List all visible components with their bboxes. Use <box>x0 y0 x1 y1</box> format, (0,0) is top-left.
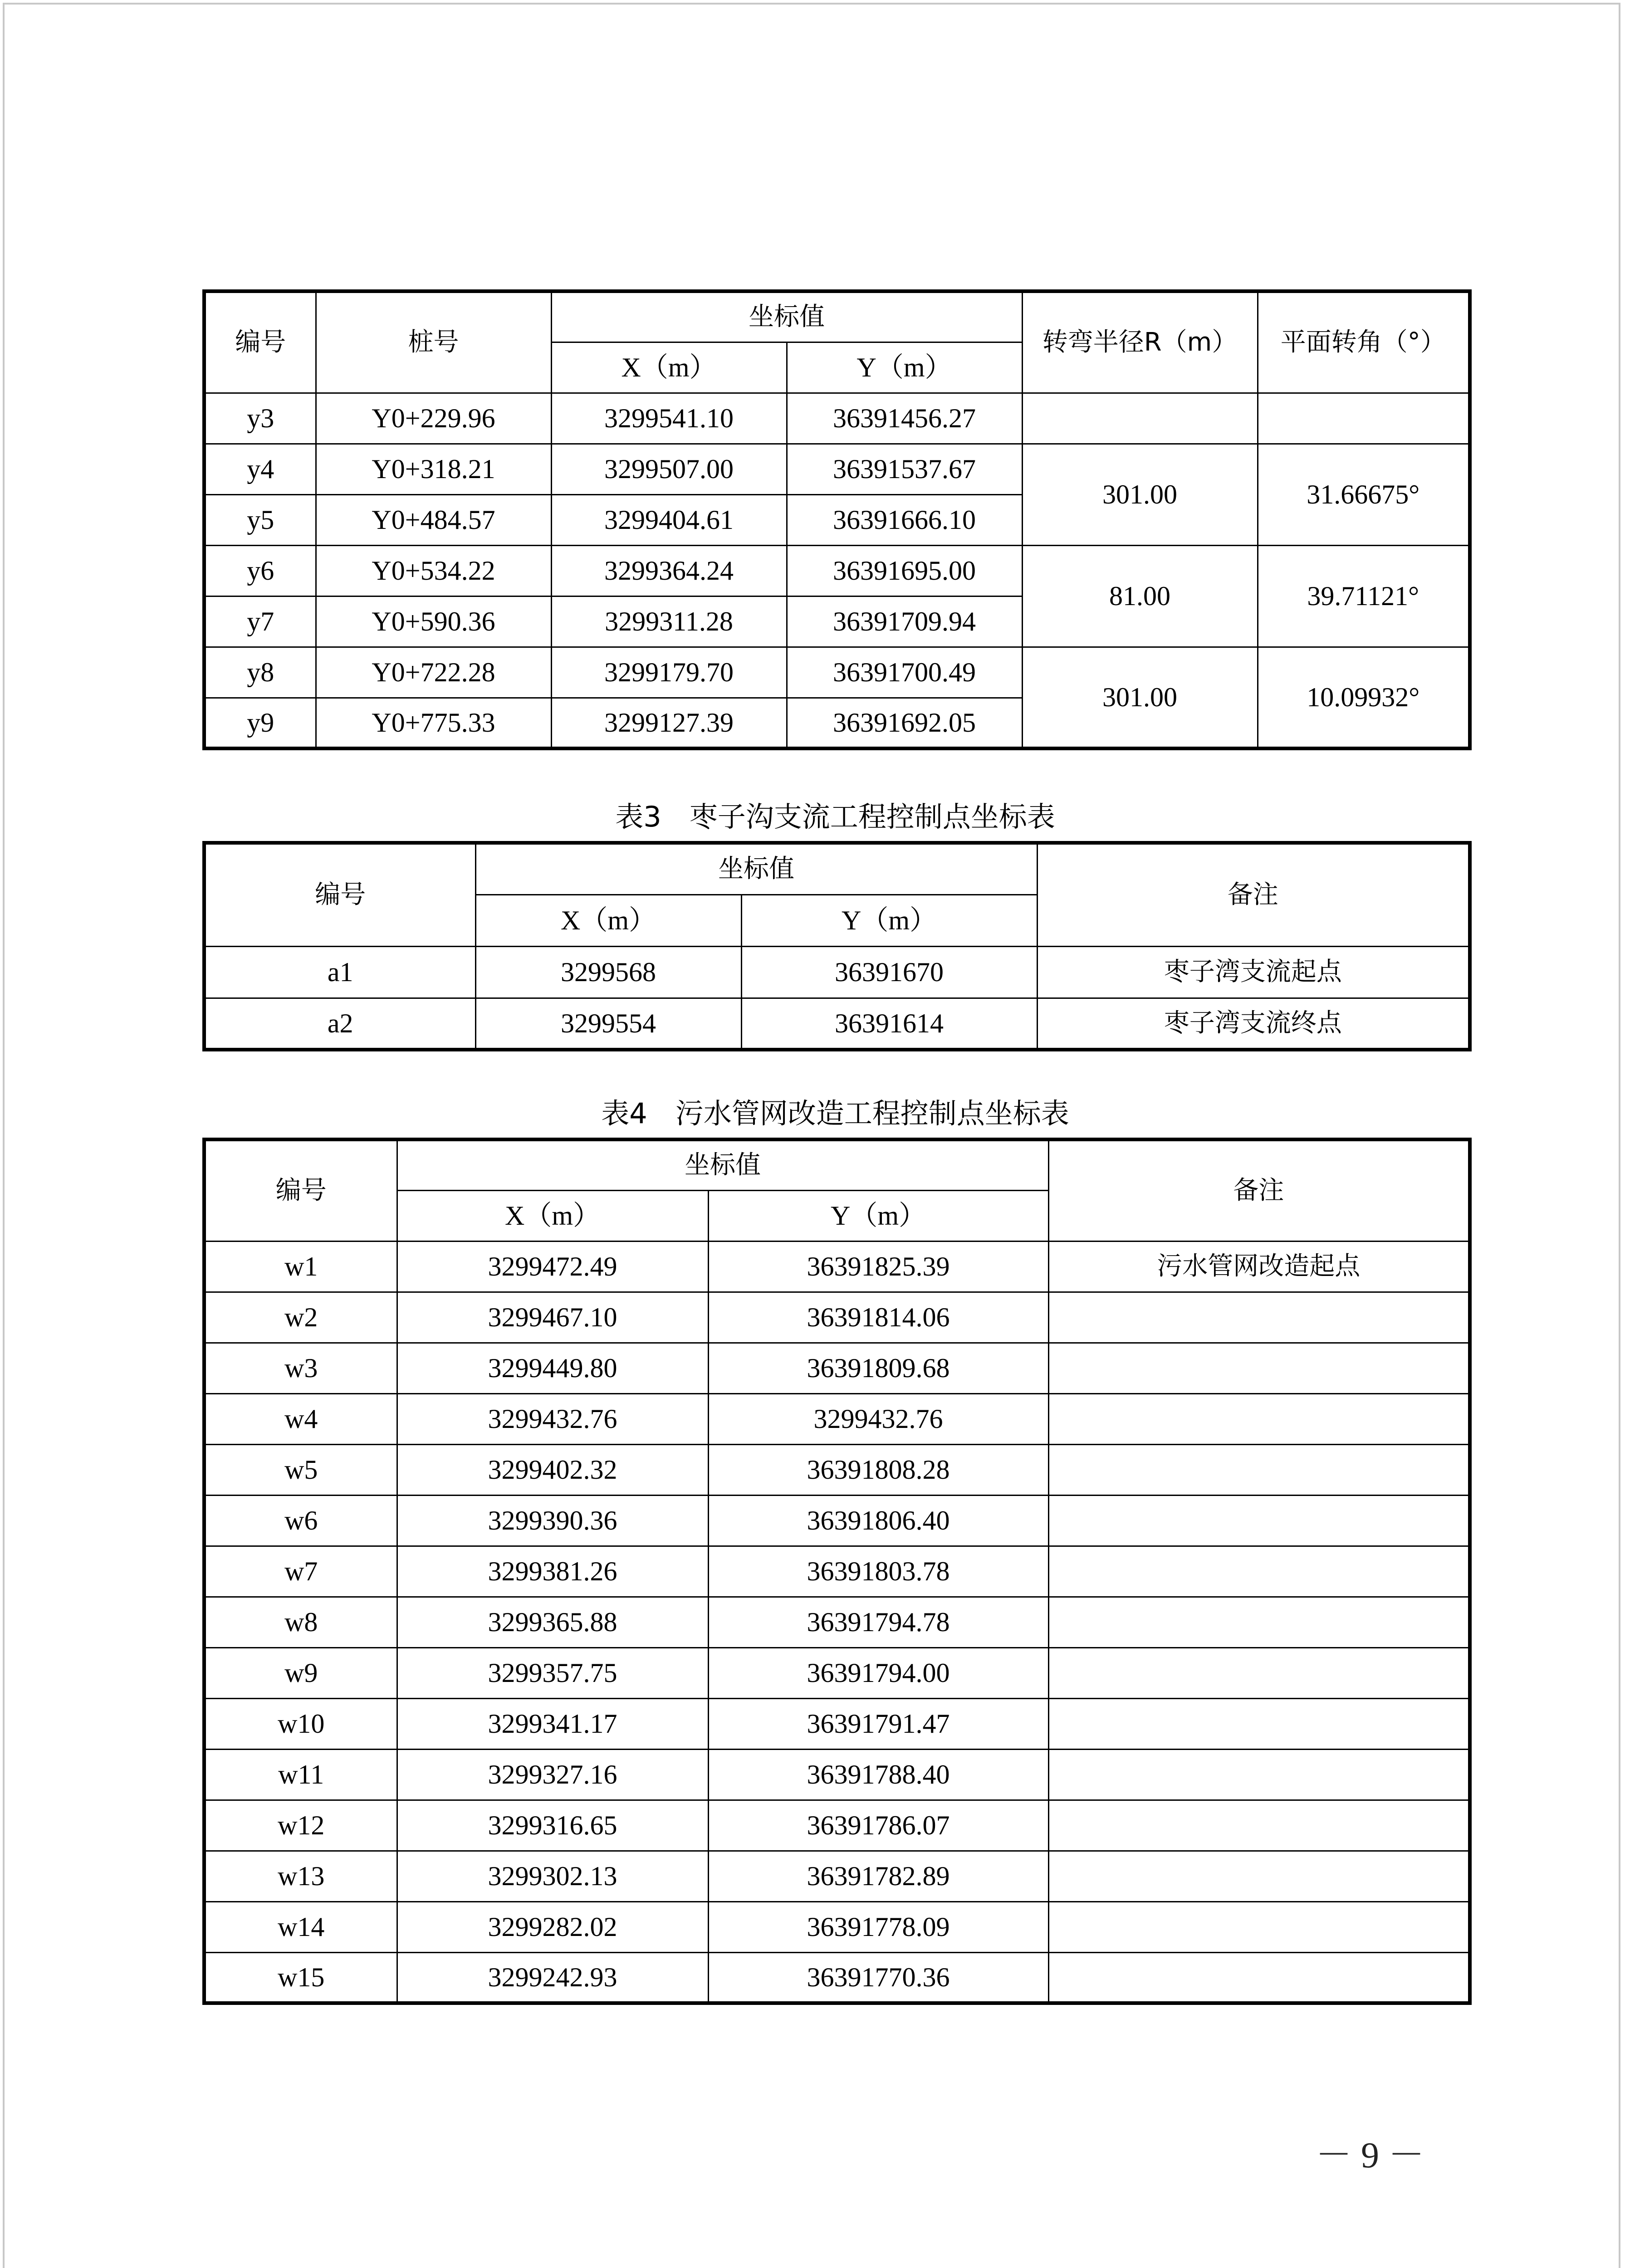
table-row <box>204 647 1470 698</box>
cell-note: 枣子湾支流起点 <box>1037 946 1470 998</box>
cell-x: 3299381.26 <box>397 1546 708 1597</box>
table-row <box>204 1698 1470 1749</box>
cell-note <box>1048 1698 1470 1749</box>
cell-angle <box>1258 393 1470 444</box>
cell-x: 3299364.24 <box>551 545 787 596</box>
cell-y: 36391700.49 <box>787 647 1022 698</box>
cell-angle: 39.71121° <box>1258 545 1470 647</box>
cell-id: w4 <box>204 1393 397 1444</box>
cell-radius <box>1022 393 1258 444</box>
cell-y: 36391803.78 <box>708 1546 1048 1597</box>
cell-y: 36391786.07 <box>708 1800 1048 1851</box>
cell-x: 3299179.70 <box>551 647 787 698</box>
cell-note <box>1048 1495 1470 1546</box>
table-row <box>204 1952 1470 2003</box>
cell-id: w13 <box>204 1851 397 1901</box>
cell-y: 36391808.28 <box>708 1444 1048 1495</box>
cell-station: Y0+722.28 <box>316 647 551 698</box>
cell-x: 3299327.16 <box>397 1749 708 1800</box>
table-row <box>204 444 1470 494</box>
table-row <box>204 1901 1470 1952</box>
cell-x: 3299404.61 <box>551 494 787 545</box>
cell-radius: 81.00 <box>1022 545 1258 647</box>
cell-id: y7 <box>204 596 316 647</box>
table-row <box>204 1800 1470 1851</box>
cell-id: w10 <box>204 1698 397 1749</box>
cell-angle: 31.66675° <box>1258 444 1470 545</box>
cell-angle: 10.09932° <box>1258 647 1470 748</box>
header-note: 备注 <box>1048 1139 1470 1241</box>
cell-station: Y0+484.57 <box>316 494 551 545</box>
cell-x: 3299432.76 <box>397 1393 708 1444</box>
cell-id: y4 <box>204 444 316 494</box>
cell-radius: 301.00 <box>1022 444 1258 545</box>
cell-y: 36391794.78 <box>708 1597 1048 1647</box>
header-id: 编号 <box>204 291 316 393</box>
cell-note <box>1048 1647 1470 1698</box>
header-station: 桩号 <box>316 291 551 393</box>
cell-station: Y0+318.21 <box>316 444 551 494</box>
cell-x: 3299302.13 <box>397 1851 708 1901</box>
cell-station: Y0+534.22 <box>316 545 551 596</box>
table-row <box>204 1647 1470 1698</box>
cell-y: 36391794.00 <box>708 1647 1048 1698</box>
table-row <box>204 1241 1470 1292</box>
header-x: X（m） <box>397 1190 708 1241</box>
cell-x: 3299402.32 <box>397 1444 708 1495</box>
cell-x: 3299568 <box>475 946 741 998</box>
cell-id: w1 <box>204 1241 397 1292</box>
cell-x: 3299472.49 <box>397 1241 708 1292</box>
header-note: 备注 <box>1037 843 1470 946</box>
cell-id: w7 <box>204 1546 397 1597</box>
cell-y: 36391791.47 <box>708 1698 1048 1749</box>
cell-x: 3299282.02 <box>397 1901 708 1952</box>
cell-id: w2 <box>204 1292 397 1343</box>
table-row <box>204 946 1470 998</box>
cell-note <box>1048 1444 1470 1495</box>
table-row <box>204 393 1470 444</box>
cell-x: 3299390.36 <box>397 1495 708 1546</box>
cell-id: w5 <box>204 1444 397 1495</box>
cell-y: 36391788.40 <box>708 1749 1048 1800</box>
cell-id: w15 <box>204 1952 397 2003</box>
cell-y: 36391814.06 <box>708 1292 1048 1343</box>
cell-note <box>1048 1292 1470 1343</box>
cell-y: 36391770.36 <box>708 1952 1048 2003</box>
cell-x: 3299311.28 <box>551 596 787 647</box>
cell-id: y5 <box>204 494 316 545</box>
header-y: Y（m） <box>741 894 1037 946</box>
cell-id: w6 <box>204 1495 397 1546</box>
table-row <box>204 545 1470 596</box>
cell-y: 36391778.09 <box>708 1901 1048 1952</box>
cell-note: 枣子湾支流终点 <box>1037 998 1470 1050</box>
cell-y: 36391614 <box>741 998 1037 1050</box>
cell-note: 污水管网改造起点 <box>1048 1241 1470 1292</box>
cell-note <box>1048 1393 1470 1444</box>
cell-station: Y0+229.96 <box>316 393 551 444</box>
header-coord-group: 坐标值 <box>551 291 1022 342</box>
cell-id: w9 <box>204 1647 397 1698</box>
cell-note <box>1048 1901 1470 1952</box>
header-x: X（m） <box>551 342 787 393</box>
cell-id: a2 <box>204 998 475 1050</box>
cell-y: 36391666.10 <box>787 494 1022 545</box>
table-row <box>204 1851 1470 1901</box>
cell-note <box>1048 1749 1470 1800</box>
cell-id: w12 <box>204 1800 397 1851</box>
table-row <box>204 1597 1470 1647</box>
cell-note <box>1048 1800 1470 1851</box>
table-row <box>204 1749 1470 1800</box>
cell-y: 36391782.89 <box>708 1851 1048 1901</box>
cell-y: 36391825.39 <box>708 1241 1048 1292</box>
cell-station: Y0+775.33 <box>316 698 551 748</box>
cell-y: 36391692.05 <box>787 698 1022 748</box>
cell-id: y9 <box>204 698 316 748</box>
cell-x: 3299365.88 <box>397 1597 708 1647</box>
table-row <box>204 1343 1470 1393</box>
cell-x: 3299467.10 <box>397 1292 708 1343</box>
cell-id: w14 <box>204 1901 397 1952</box>
road-control-points-table <box>202 289 1472 750</box>
header-coord-group: 坐标值 <box>397 1139 1048 1190</box>
cell-x: 3299541.10 <box>551 393 787 444</box>
cell-id: w11 <box>204 1749 397 1800</box>
cell-x: 3299554 <box>475 998 741 1050</box>
header-id: 编号 <box>204 843 475 946</box>
cell-x: 3299449.80 <box>397 1343 708 1393</box>
header-x: X（m） <box>475 894 741 946</box>
cell-note <box>1048 1952 1470 2003</box>
cell-x: 3299127.39 <box>551 698 787 748</box>
cell-id: w3 <box>204 1343 397 1393</box>
table-row <box>204 1292 1470 1343</box>
cell-y: 36391709.94 <box>787 596 1022 647</box>
cell-x: 3299341.17 <box>397 1698 708 1749</box>
cell-station: Y0+590.36 <box>316 596 551 647</box>
table-row <box>204 998 1470 1050</box>
header-y: Y（m） <box>787 342 1022 393</box>
cell-y: 36391806.40 <box>708 1495 1048 1546</box>
table-row <box>204 1495 1470 1546</box>
header-angle: 平面转角（°） <box>1258 291 1470 393</box>
cell-y: 3299432.76 <box>708 1393 1048 1444</box>
cell-id: y3 <box>204 393 316 444</box>
table4-caption: 表4 污水管网改造工程控制点坐标表 <box>601 1097 1069 1130</box>
cell-y: 36391695.00 <box>787 545 1022 596</box>
table-row <box>204 1393 1470 1444</box>
cell-note <box>1048 1597 1470 1647</box>
cell-y: 36391537.67 <box>787 444 1022 494</box>
cell-note <box>1048 1546 1470 1597</box>
cell-y: 36391456.27 <box>787 393 1022 444</box>
cell-note <box>1048 1851 1470 1901</box>
table3-caption: 表3 枣子沟支流工程控制点坐标表 <box>615 800 1055 833</box>
page-number: － 9 － <box>1316 2136 1424 2175</box>
cell-radius: 301.00 <box>1022 647 1258 748</box>
cell-x: 3299316.65 <box>397 1800 708 1851</box>
cell-x: 3299242.93 <box>397 1952 708 2003</box>
cell-id: a1 <box>204 946 475 998</box>
header-y: Y（m） <box>708 1190 1048 1241</box>
cell-note <box>1048 1343 1470 1393</box>
sewer-network-table <box>202 1138 1472 2005</box>
table-row <box>204 1546 1470 1597</box>
header-coord-group: 坐标值 <box>475 843 1037 894</box>
header-id: 编号 <box>204 1139 397 1241</box>
table-row <box>204 1444 1470 1495</box>
cell-id: y6 <box>204 545 316 596</box>
cell-id: y8 <box>204 647 316 698</box>
cell-id: w8 <box>204 1597 397 1647</box>
zaozigou-tributary-table <box>202 841 1472 1051</box>
cell-y: 36391809.68 <box>708 1343 1048 1393</box>
header-radius: 转弯半径R（m） <box>1022 291 1258 393</box>
cell-x: 3299507.00 <box>551 444 787 494</box>
cell-x: 3299357.75 <box>397 1647 708 1698</box>
cell-y: 36391670 <box>741 946 1037 998</box>
